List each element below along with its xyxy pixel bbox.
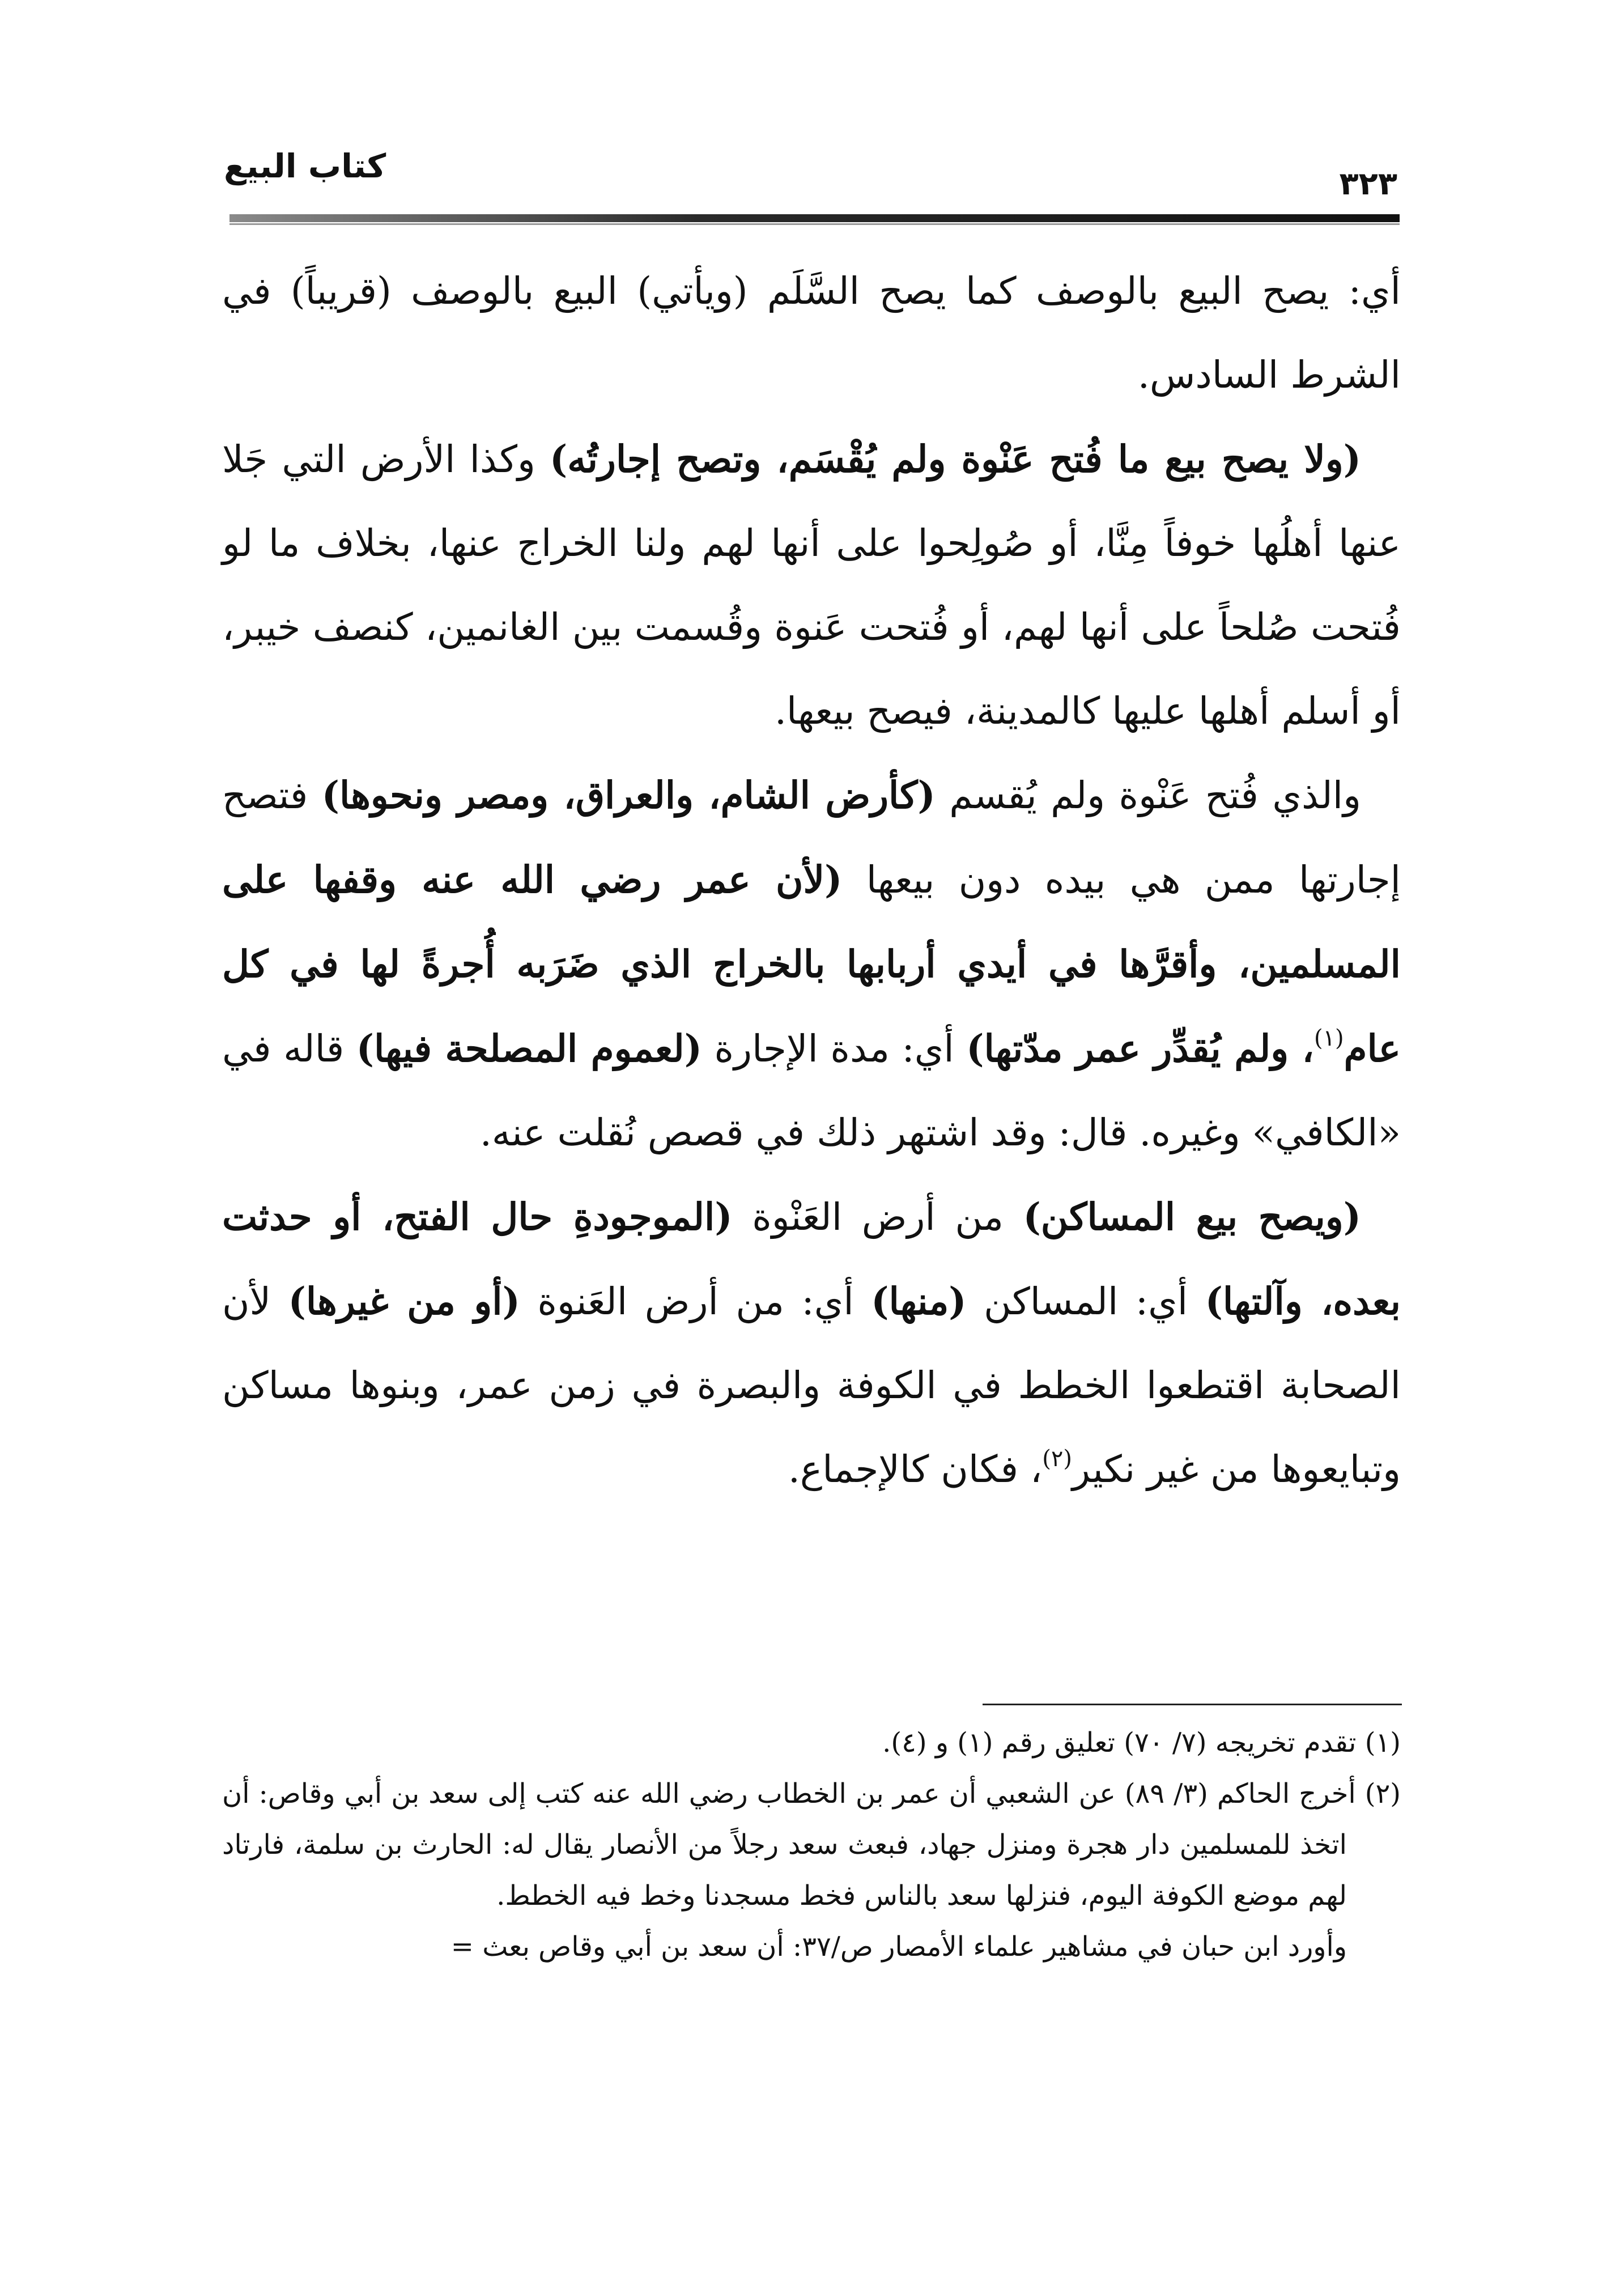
sharh-text: أي: المساكن: [966, 1280, 1205, 1323]
footnote-1: (١) تقدم تخريجه (٧/ ٧٠) تعليق رقم (١) و (٤).: [882, 1727, 1401, 1759]
running-header-title: كتاب البيع: [224, 147, 386, 185]
main-text: [222, 249, 1401, 1511]
footnote-separator: [983, 1704, 1402, 1705]
matn-text: (لعموم المصلحة فيها): [356, 1026, 703, 1071]
matn-text: (أو من غيرها): [288, 1279, 520, 1323]
sharh-text: أي: مدة الإجارة: [702, 1027, 967, 1071]
sharh-text: فتصح إجارتها ممن هي بيده دون بيعها: [222, 774, 1401, 902]
matn-text: (كأرض الشام، والعراق، ومصر ونحوها): [321, 773, 936, 817]
matn-text: ، ولم يُقدِّر عمر مدّتها): [966, 1026, 1314, 1071]
footnote-ref-2[interactable]: (٢): [1042, 1446, 1072, 1472]
matn-text: (ويصح بيع المساكن): [1023, 1195, 1361, 1239]
matn-text: (منها): [871, 1279, 967, 1323]
paragraph-4: [222, 1175, 1401, 1511]
sharh-text: ، فكان كالإجماع.: [788, 1447, 1043, 1491]
footnotes: [222, 1717, 1401, 1972]
matn-text: (الموجودةِ حال الفتح، أو حدثت بعده، وآلتها): [222, 1195, 1401, 1323]
paragraph-2: [222, 417, 1401, 753]
page-number: ٣٢٣: [1339, 165, 1397, 202]
header-rule: [229, 214, 1400, 222]
sharh-text: قاله في «الكافي» وغيره. قال: وقد اشتهر ذلك في قصص نُقلت عنه.: [222, 1027, 1401, 1154]
paragraph-1: أي: يصح البيع بالوصف كما يصح السَّلَم (ويأتي) البيع بالوصف (قريباً) في الشرط السادس.: [222, 269, 1401, 397]
paragraph-3: [222, 753, 1401, 1175]
matn-text: (لأن عمر رضي الله عنه وقفها على المسلمين، وأقرَّها في أيدي أربابها بالخراج الذي ضَرَبه أُجرةً لها في كل عام: [222, 857, 1401, 1071]
sharh-text: من أرض العَنْوة: [732, 1195, 1023, 1239]
sharh-text: لأن الصحابة اقتطعوا الخطط في الكوفة والبصرة في زمن عمر، وبنوها مساكن وتبايعوها من غير نكير: [222, 1280, 1401, 1491]
sharh-text: وكذا الأرض التي جَلا عنها أهلُها خوفاً مِنَّا، أو صُولِحوا على أنها لهم ولنا الخراج عنها، بخلاف ما لو فُتحت صُلحاً على أنها لهم، أو فُتحت عَنوة وقُسمت بين الغانمين، كنصف خيبر، أو أسلم أهلها عليها كالمدينة، فيصح بيعها.: [222, 438, 1401, 733]
footnote-ref-1[interactable]: (١): [1313, 1025, 1344, 1051]
header-rule-fine: [229, 223, 1400, 225]
matn-text: (ولا يصح بيع ما فُتح عَنْوة ولم يُقْسَم، وتصح إجارتُه): [550, 437, 1362, 481]
footnote-2-continued: وأورد ابن حبان في مشاهير علماء الأمصار ص/٣٧: أن سعد بن أبي وقاص بعث =: [450, 1931, 1347, 1963]
sharh-text: أي: من أرض العَنوة: [520, 1280, 871, 1323]
footnote-2: (٢) أخرج الحاكم (٣/ ٨٩) عن الشعبي أن عمر بن الخطاب رضي الله عنه كتب إلى سعد بن أبي وقاص: أن اتخذ للمسلمين دار هجرة ومنزل جهاد، فبعث سعد رجلاً من الأنصار يقال له: الحارث بن سلمة، فارتاد لهم موضع الكوفة اليوم، فنزلها سعد بالناس فخط مسجدنا وخط فيه الخطط.: [222, 1778, 1401, 1912]
sharh-text: والذي فُتح عَنْوة ولم يُقسم: [935, 774, 1362, 817]
